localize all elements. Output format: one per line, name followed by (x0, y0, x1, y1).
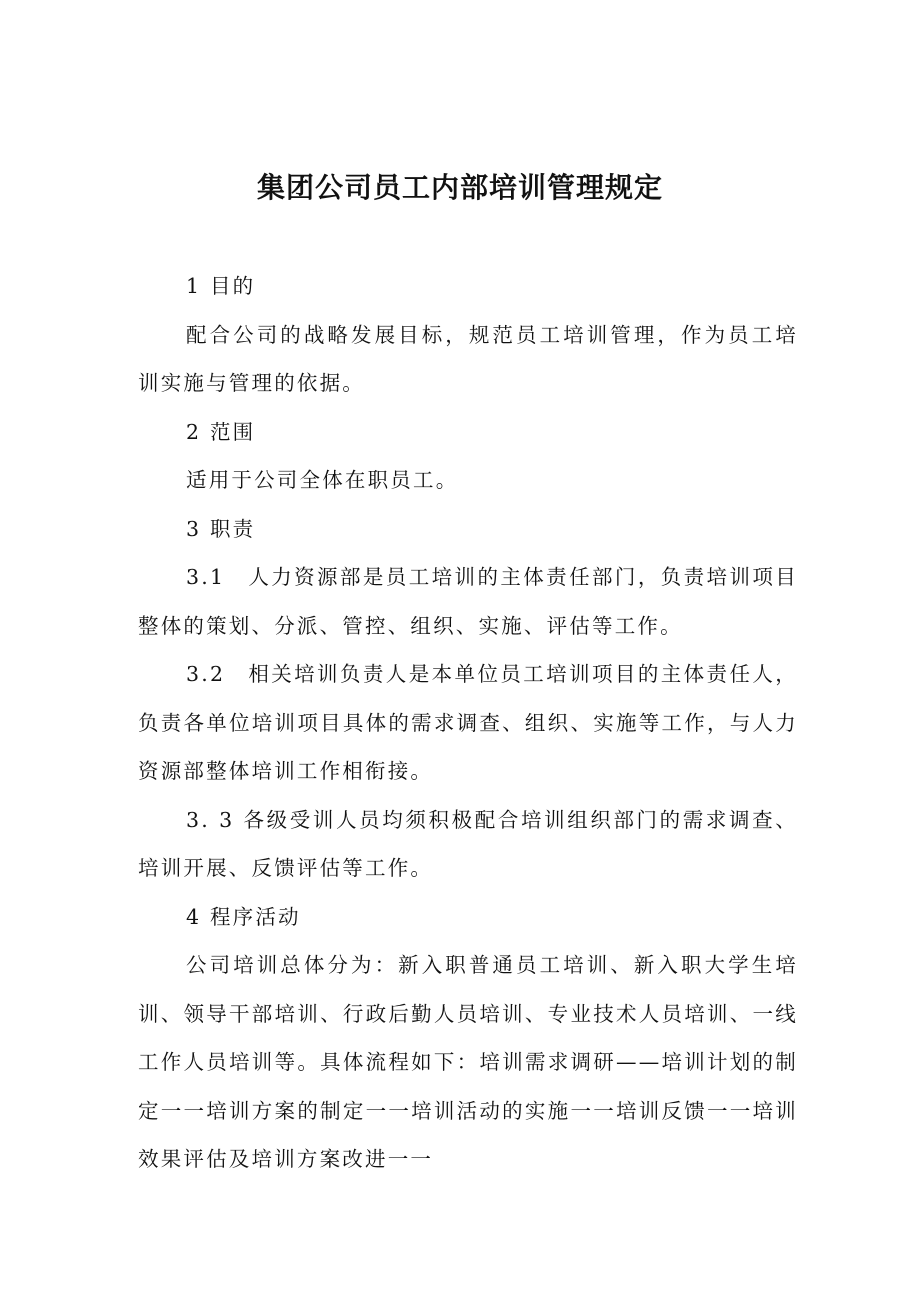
paragraph-scope: 适用于公司全体在职员工。 (186, 468, 459, 492)
section-heading-purpose: 1 目的 (186, 274, 256, 298)
paragraph-purpose: 配合公司的战略发展目标，规范员工培训管理，作为员工培训实施与管理的依据。 (138, 322, 798, 395)
section-heading-scope: 2 范围 (186, 419, 256, 444)
section-heading-responsibilities: 3 职责 (186, 516, 256, 541)
section-heading-procedure: 4 程序活动 (186, 904, 301, 929)
document-body (138, 262, 798, 1184)
document-title: 集团公司员工内部培训管理规定 (256, 171, 663, 204)
paragraph-procedure: 公司培训总体分为：新入职普通员工培训、新入职大学生培训、领导干部培训、行政后勤人员培训、专业技术人员培训、一线工作人员培训等。具体流程如下：培训需求调研——培训计划的制定一一培训方案的制定一一培训活动的实施一一培训反馈一一培训效果评估及培训方案改进一一 (138, 953, 798, 1171)
paragraph-responsibility-3-1: 3.1 人力资源部是员工培训的主体责任部门，负责培训项目整体的策划、分派、管控、组织、实施、评估等工作。 (138, 565, 798, 638)
paragraph-responsibility-3-2: 3.2 相关培训负责人是本单位员工培训项目的主体责任人，负责各单位培训项目具体的需求调查、组织、实施等工作，与人力资源部整体培训工作相衔接。 (138, 662, 798, 783)
paragraph-responsibility-3-3: 3. 3 各级受训人员均须积极配合培训组织部门的需求调查、培训开展、反馈评估等工作。 (138, 807, 798, 880)
